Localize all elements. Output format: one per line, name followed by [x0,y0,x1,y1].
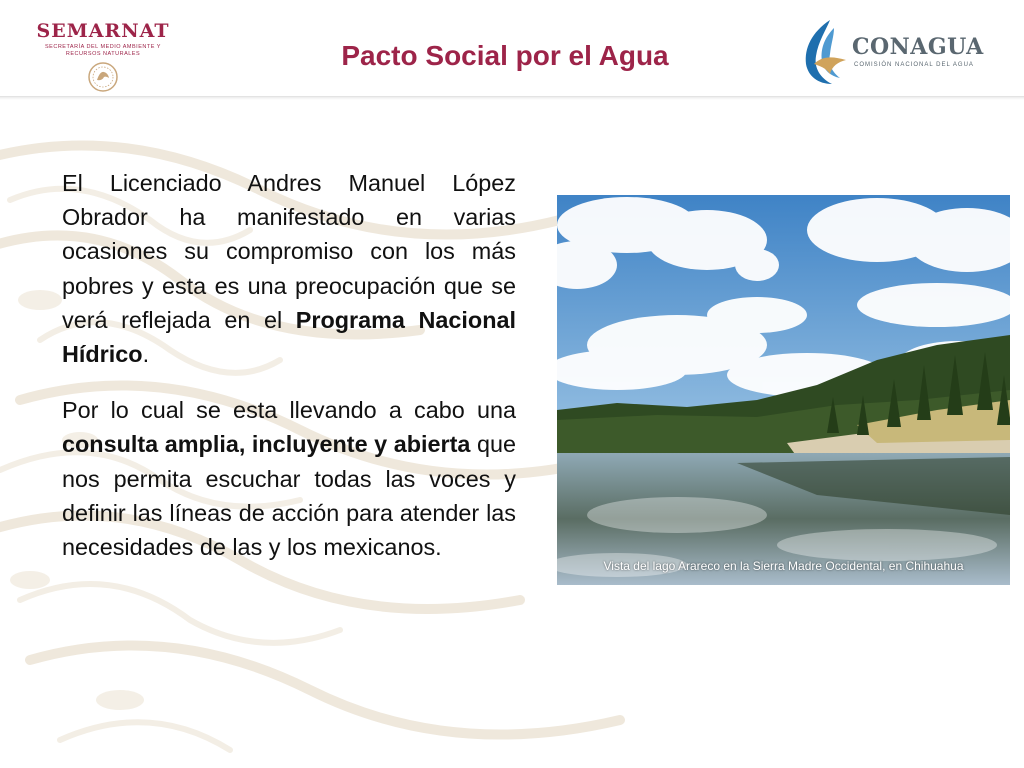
lake-image [557,195,1010,585]
paragraph-2 [62,393,516,564]
paragraph-1-bold: Programa Nacional Hídrico [62,306,516,368]
semarnat-subtitle [30,44,176,58]
semarnat-name: SEMARNAT [36,20,170,42]
semarnat-subtitle-line2: RECURSOS NATURALES [65,51,141,57]
conagua-subtitle: COMISIÓN NACIONAL DEL AGUA [854,62,974,68]
paragraph-1 [62,166,516,371]
lake-photo [557,195,1010,585]
paragraph-1-text: El Licenciado Andres Manuel López Obrador ha manifestado en varias ocasiones su compromiso con los más pobres y esta es una preocupación que se verá reflejada en el [62,170,516,333]
conagua-name: CONAGUA [852,34,984,60]
semarnat-subtitle-line1: SECRETARÍA DEL MEDIO AMBIENTE Y [45,44,161,50]
page-title: Pacto Social por el Agua [341,40,669,71]
paragraph-1-end: . [142,341,150,368]
photo-caption: Vista del lago Arareco en la Sierra Madre Occidental, en Chihuahua [603,559,964,573]
paragraph-2-text: Por lo cual se esta llevando a cabo una [62,397,516,424]
body-text [62,166,516,586]
coat-of-arms-icon [88,62,118,92]
conagua-wave-icon [800,18,850,86]
paragraph-2-end: que nos permita escuchar todas las voces y definir las líneas de acción para atender las necesidades de las y los mexicanos. [62,431,517,561]
slide-header [0,0,1024,97]
semarnat-logo [30,20,176,92]
paragraph-2-bold: consulta amplia, incluyente y abierta [62,431,471,458]
conagua-logo [800,18,990,88]
